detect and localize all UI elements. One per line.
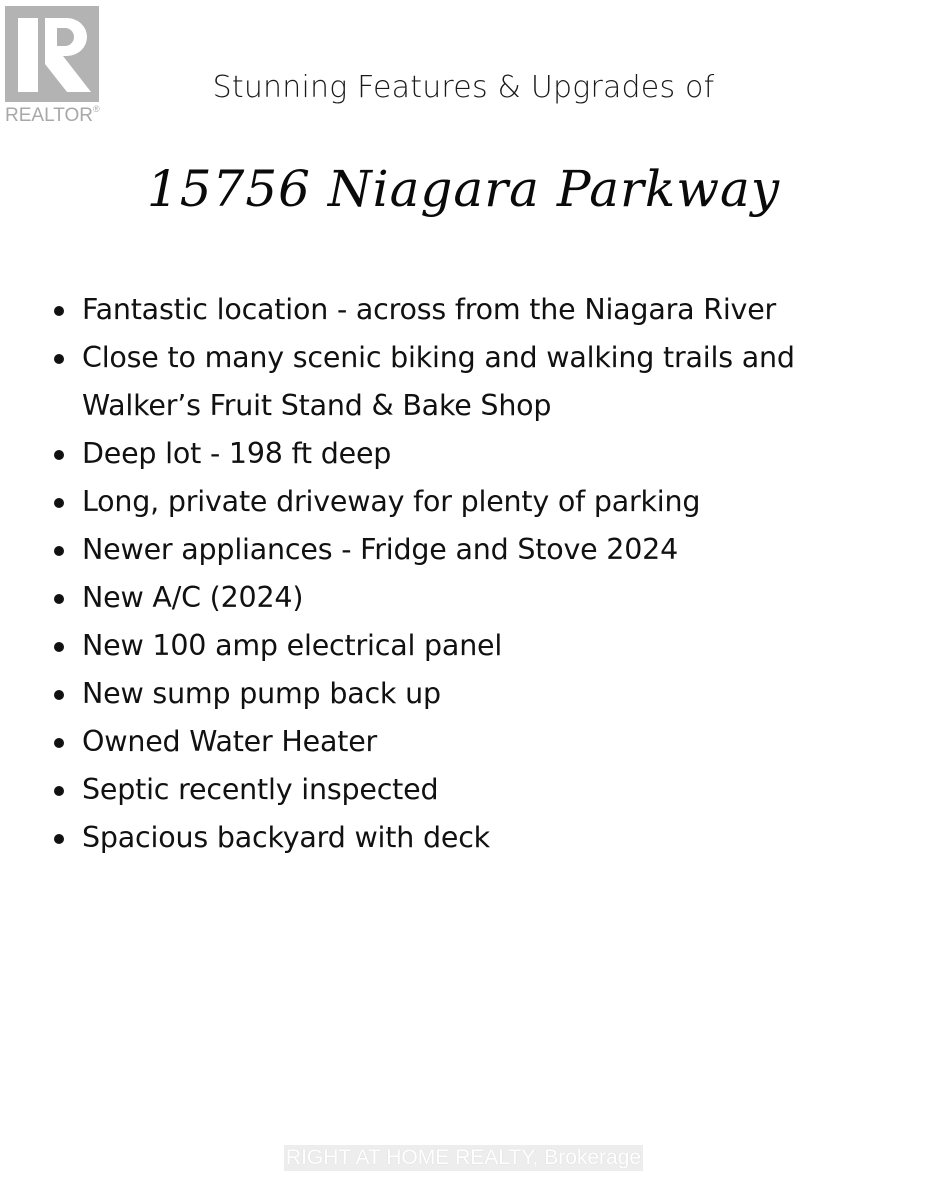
feature-item <box>48 670 878 718</box>
feature-item <box>48 334 878 430</box>
feature-item <box>48 430 878 478</box>
subtitle-text: Stunning Features & Upgrades of <box>212 70 715 105</box>
feature-text: Fantastic location - across from the Niagara River <box>82 293 777 326</box>
bullet-icon <box>54 498 64 508</box>
brokerage-watermark <box>0 1145 927 1171</box>
feature-item <box>48 574 878 622</box>
feature-text: Septic recently inspected <box>82 773 439 806</box>
feature-text: New sump pump back up <box>82 677 441 710</box>
page-subtitle <box>0 70 927 105</box>
bullet-icon <box>54 450 64 460</box>
registered-mark: ® <box>93 104 100 114</box>
feature-text: Deep lot - 198 ft deep <box>82 437 392 470</box>
feature-item <box>48 478 878 526</box>
bullet-icon <box>54 834 64 844</box>
feature-item <box>48 814 878 862</box>
feature-item <box>48 286 878 334</box>
bullet-icon <box>54 690 64 700</box>
brokerage-text: RIGHT AT HOME REALTY, Brokerage <box>285 1146 642 1169</box>
bullet-icon <box>54 306 64 316</box>
feature-item <box>48 766 878 814</box>
feature-item <box>48 526 878 574</box>
realtor-logo <box>5 6 107 128</box>
feature-text: Long, private driveway for plenty of parking <box>82 485 701 518</box>
feature-item <box>48 622 878 670</box>
feature-text: Spacious backyard with deck <box>82 821 490 854</box>
bullet-icon <box>54 546 64 556</box>
bullet-icon <box>54 642 64 652</box>
realtor-label: REALTOR <box>5 105 93 126</box>
feature-text: Owned Water Heater <box>82 725 378 758</box>
realtor-wordmark <box>5 105 100 127</box>
bullet-icon <box>54 354 64 364</box>
feature-text: New A/C (2024) <box>82 581 304 614</box>
feature-text: New 100 amp electrical panel <box>82 629 503 662</box>
bullet-icon <box>54 594 64 604</box>
feature-list <box>48 286 878 862</box>
property-address-title: 15756 Niagara Parkway <box>146 160 781 218</box>
feature-text: Close to many scenic biking and walking trails and Walker’s Fruit Stand & Bake Shop <box>82 341 795 422</box>
feature-text: Newer appliances - Fridge and Stove 2024 <box>82 533 679 566</box>
bullet-icon <box>54 738 64 748</box>
bullet-icon <box>54 786 64 796</box>
feature-item <box>48 718 878 766</box>
